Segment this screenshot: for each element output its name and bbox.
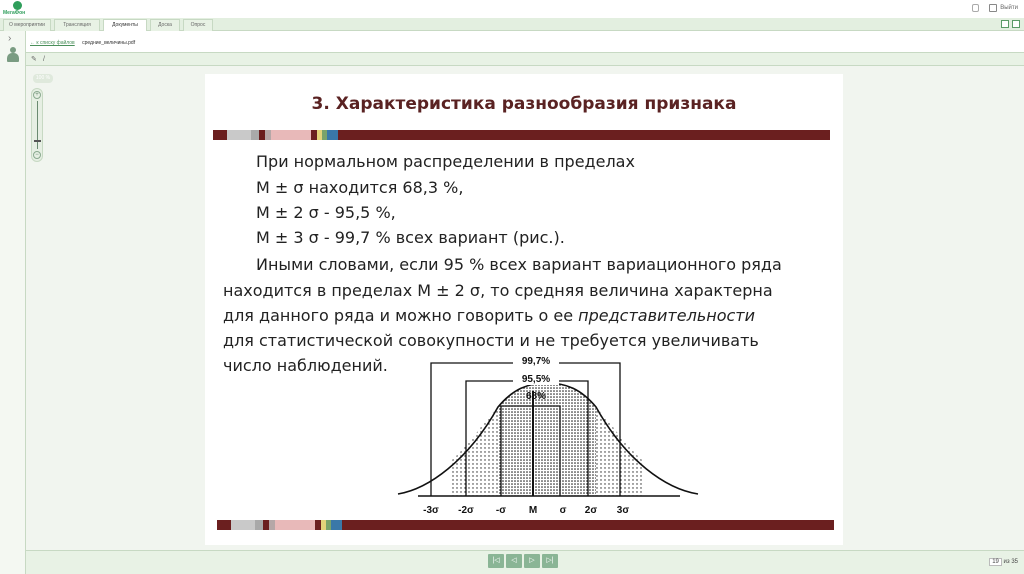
tab-bar	[0, 18, 1024, 31]
normal-distribution-diagram	[388, 351, 708, 521]
text-line	[223, 306, 755, 325]
text-line: находится в пределах M ± 2 σ, то средняя величина характерна	[223, 281, 773, 300]
axis-label: 2σ	[584, 505, 598, 516]
chevron-right-icon[interactable]: ›	[8, 33, 12, 44]
strip-segment	[227, 130, 251, 140]
zoom-out-icon[interactable]: −	[33, 151, 41, 159]
strip-segment	[331, 520, 342, 530]
tab-documents[interactable]: Документы	[103, 19, 147, 31]
axis-label: M	[528, 505, 538, 516]
label-68: 68%	[525, 391, 547, 402]
axis-label: σ	[559, 505, 567, 516]
strip-segment	[342, 520, 834, 530]
text-line: для статистической совокупности и не требуется увеличивать	[223, 331, 759, 350]
strip-segment	[251, 130, 259, 140]
back-to-files-link[interactable]: ← к списку файлов	[30, 40, 75, 46]
text-line: M ± σ находится 68,3 %,	[256, 178, 464, 197]
strip-segment	[338, 130, 830, 140]
strip-segment	[271, 130, 291, 140]
tab-broadcast[interactable]: Трансляция	[54, 19, 100, 31]
text-fragment: для данного ряда и можно говорить о ее	[223, 306, 574, 325]
axis-label: -3σ	[423, 505, 439, 516]
strip-segment	[275, 520, 295, 530]
strip-segment	[295, 520, 315, 530]
text-line: При нормальном распределении в пределах	[256, 152, 635, 171]
strip-segment	[217, 520, 231, 530]
megafon-logo	[3, 1, 33, 17]
total-pages: из 35	[1003, 559, 1018, 565]
exit-button[interactable]	[989, 4, 1018, 12]
draw-tool-icon[interactable]: ✎	[31, 56, 37, 63]
text-line: число наблюдений.	[223, 356, 388, 375]
prev-page-button[interactable]: ◁	[506, 554, 522, 568]
zoom-level: 100 %	[33, 74, 53, 83]
axis-label: -2σ	[458, 505, 474, 516]
decorative-strip-top	[213, 130, 830, 140]
strip-segment	[213, 130, 227, 140]
text-line: Иными словами, если 95 % всех вариант вариационного ряда	[256, 255, 782, 274]
logo-mark-icon	[13, 1, 22, 10]
document-toolbar	[26, 52, 1024, 66]
file-name: средние_величины.pdf	[82, 40, 136, 46]
zoom-handle[interactable]	[34, 140, 41, 142]
text-line: M ± 2 σ - 95,5 %,	[256, 203, 396, 222]
strip-segment	[255, 520, 263, 530]
decorative-strip-bottom	[217, 520, 834, 530]
text-fragment-italic: представительности	[578, 306, 756, 325]
left-sidebar	[0, 31, 26, 574]
label-99-7: 99,7%	[521, 356, 551, 367]
strip-segment	[291, 130, 311, 140]
axis-label: -σ	[495, 505, 507, 516]
next-page-button[interactable]: ▷	[524, 554, 540, 568]
last-page-button[interactable]: ▷|	[542, 554, 558, 568]
hand-raise-icon[interactable]	[972, 4, 979, 12]
pagination-bar	[26, 550, 1024, 574]
exit-label: Выйти	[1000, 5, 1018, 11]
first-page-button[interactable]: |◁	[488, 554, 504, 568]
slide-title: 3. Характеристика разнообразия признака	[311, 94, 737, 114]
label-95-5: 95,5%	[521, 374, 551, 385]
page-indicator	[989, 558, 1018, 566]
strip-segment	[327, 130, 338, 140]
axis-label: 3σ	[616, 505, 630, 516]
fullscreen-button[interactable]	[1012, 20, 1020, 28]
zoom-slider[interactable]	[31, 88, 43, 162]
zoom-in-icon[interactable]: +	[33, 91, 41, 99]
tab-about[interactable]: О мероприятии	[3, 19, 51, 31]
current-page-input[interactable]: 19	[989, 558, 1002, 566]
slide-page	[205, 74, 843, 545]
pencil-icon[interactable]: /	[43, 56, 45, 63]
tab-board[interactable]: Доска	[150, 19, 180, 31]
restore-window-button[interactable]	[1001, 20, 1009, 28]
text-line: M ± 3 σ - 99,7 % всех вариант (рис.).	[256, 228, 565, 247]
participants-icon[interactable]	[7, 47, 19, 63]
top-header	[0, 0, 1024, 18]
tab-poll[interactable]: Опрос	[183, 19, 213, 31]
breadcrumb	[26, 34, 1024, 52]
exit-icon	[989, 4, 997, 12]
strip-segment	[231, 520, 255, 530]
logo-text: МегаФон	[3, 10, 26, 16]
